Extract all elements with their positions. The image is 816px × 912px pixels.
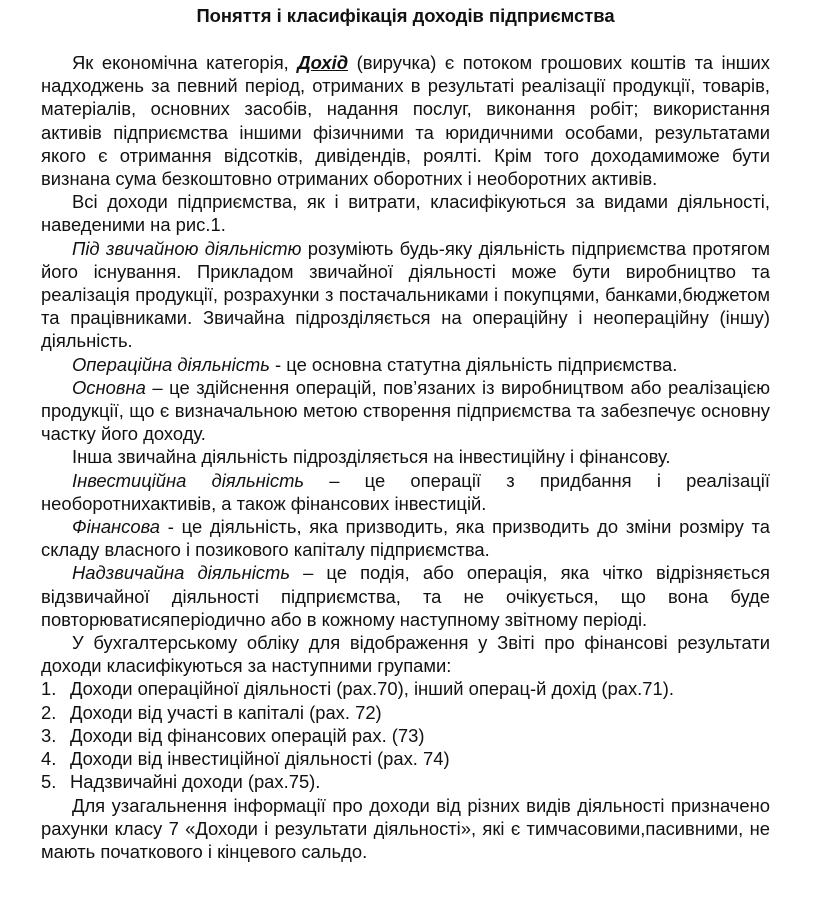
main-activity-text: – це здійснення операцій, пов’язаних із виробництвом або реалізацією продукції, що є визначальною метою створення підприємства та забезпечує основну частку його доходу. — [41, 376, 770, 445]
term-investment-activity: Інвестиційна діяльність — [72, 469, 305, 491]
paragraph-income-definition — [41, 51, 770, 190]
intro-text-before: Як економічна категорія, — [72, 52, 298, 73]
term-operating-activity: Операційна діяльність — [72, 353, 270, 375]
list-item — [41, 724, 770, 747]
term-financial-activity: Фінансова — [72, 516, 161, 538]
list-item-text: Доходи від участі в капіталі (рах. 72) — [70, 701, 382, 723]
list-item-number: 5. — [41, 771, 57, 793]
term-income: Дохід — [297, 52, 349, 73]
list-item-number: 2. — [41, 701, 57, 723]
list-item-number: 4. — [41, 748, 57, 770]
term-extraordinary-activity: Надзвичайна діяльність — [72, 562, 290, 584]
list-item — [41, 770, 770, 793]
paragraph-conclusion: Для узагальнення інформації про доходи від різних видів діяльності призначено рахунки класу 7 «Доходи і результати діяльності», які є тимчасовими,пасивними, не мають початкового і кінцевого сальдо. — [41, 794, 770, 862]
paragraph-classification: Всі доходи підприємства, як і витрати, класифікуються за видами діяльності, наведеними на рис.1. — [41, 191, 770, 236]
list-item-number: 3. — [41, 724, 57, 746]
term-main-activity: Основна — [72, 376, 146, 398]
paragraph-other-ordinary: Інша звичайна діяльність підрозділяється на інвестиційну і фінансову. — [72, 446, 671, 468]
document-title: Поняття і класифікація доходів підприємства — [196, 5, 615, 26]
list-item — [41, 747, 770, 770]
paragraph-extraordinary-activity — [41, 561, 770, 631]
list-item-text: Надзвичайні доходи (рах.75). — [70, 771, 321, 793]
extraordinary-activity-text: – це подія, або операція, яка чітко відрізняється відзвичайної діяльності підприємства, та не очікується, що вона буде повторюватисяперіодично або в кожному наступному звітному періоді. — [41, 562, 770, 630]
income-groups-list — [41, 677, 770, 793]
investment-activity-text: – це операції з придбання і реалізації необоротнихактивів, а також фінансових інвестицій. — [41, 469, 770, 514]
list-item-text: Доходи від інвестиційної діяльності (рах. 74) — [70, 748, 450, 770]
list-item — [41, 677, 770, 700]
list-item-text: Доходи від фінансових операцій рах. (73) — [70, 724, 425, 746]
list-item-number: 1. — [41, 678, 57, 700]
intro-text-after: (виручка) є потоком грошових коштів та інших надходжень за певний період, отриманих в результаті реалізації продукції, товарів, матеріалів, основних засобів, надання послуг, виконання робіт; використання активів підприємства іншими фізичними та юридичними особами, результатами якого є отримання відсотків, дивідендів, роялті. Крім того доходамиможе бути визнана сума безкоштовно отриманих оборотних і необоротних активів. — [41, 52, 771, 190]
paragraph-investment-activity — [41, 469, 770, 515]
financial-activity-text: - це діяльність, яка призводить, яка призводить до зміни розміру та складу власного і позикового капіталу підприємства. — [41, 516, 770, 561]
term-ordinary-activity: Під звичайною діяльністю — [72, 237, 302, 259]
operating-activity-text: - це основна статутна діяльність підприємства. — [269, 353, 678, 375]
paragraph-operating-activity — [41, 353, 770, 376]
list-item — [41, 701, 770, 724]
paragraph-ordinary-activity — [41, 237, 770, 353]
paragraph-main-activity — [41, 376, 770, 446]
ordinary-activity-text: розуміють будь-яку діяльність підприємства протягом його існування. Прикладом звичайної діяльності може бути виробництво та реалізація продукції, розрахунки з постачальниками і покупцями, банками,бюджетом та працівниками. Звичайна підрозділяється на операційну і неопераційну (іншу) діяльність. — [41, 237, 770, 352]
paragraph-accounting-groups: У бухгалтерському обліку для відображення у Звіті про фінансові результати доходи класифікуються за наступними групами: — [41, 632, 770, 677]
list-item-text: Доходи операційної діяльності (рах.70), інший операц-й дохід (рах.71). — [70, 678, 674, 700]
paragraph-financial-activity — [41, 515, 770, 561]
